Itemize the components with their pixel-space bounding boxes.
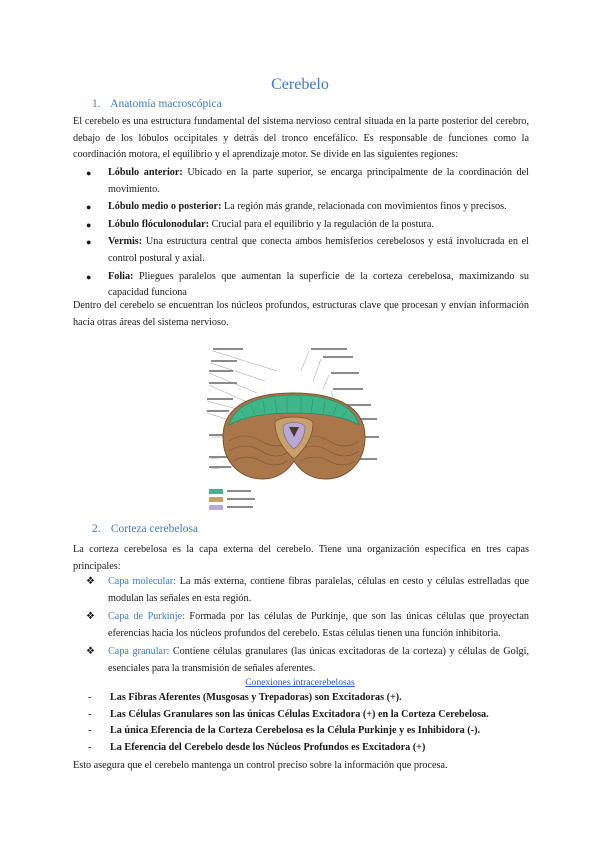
list-item: ● Lóbulo anterior: Ubicado en la parte superior, se encarga principalmente de la coordinación del movimiento. bbox=[86, 167, 529, 195]
list-item: ● Lóbulo flóculonodular: Crucial para el equilibrio y la regulación de la postura. bbox=[86, 217, 529, 234]
list-item: ● Vermis: Una estructura central que conecta ambos hemisferios cerebelosos y está involucrada en el control postural y axial. bbox=[86, 236, 529, 264]
section2-heading bbox=[92, 523, 198, 535]
bullet-icon: ● bbox=[86, 237, 92, 248]
cerebellum-figure bbox=[205, 341, 383, 513]
list-item: ❖ Capa granular: Contiene células granulares (las únicas excitadoras de la corteza) y células de Golgi, esenciales para la transmisión de señales aferentes. bbox=[86, 646, 530, 674]
bullet-icon: ● bbox=[86, 271, 92, 282]
cortex-layers-list bbox=[86, 574, 529, 680]
regions-list bbox=[86, 165, 529, 303]
list-item: ❖ Capa de Purkinje: Formada por las células de Purkinje, que son las únicas células que proyectan eferencias hacia los núcleos profundos del cerebelo. Estas células tienen una función inhibitoria. bbox=[86, 611, 529, 639]
section2-outro: Esto asegura que el cerebelo mantenga un control preciso sobre la información que procesa. bbox=[73, 760, 448, 771]
connections-list bbox=[88, 690, 533, 757]
list-item: - Las Fibras Aferentes (Musgosas y Trepadoras) son Excitadoras (+). bbox=[88, 692, 402, 703]
cerebellum-illustration bbox=[205, 341, 383, 513]
section1-heading-text: Anatomía macroscópica bbox=[110, 98, 222, 110]
section1-number: 1. bbox=[92, 98, 101, 110]
list-item: - Las Células Granulares son las únicas Células Excitadora (+) en la Corteza Cerebelosa. bbox=[88, 708, 489, 720]
list-item: - La Eferencia del Cerebelo desde los Núcleos Profundos es Excitadora (+) bbox=[88, 742, 426, 754]
bullet-icon: ● bbox=[86, 219, 92, 230]
section1-heading bbox=[92, 98, 222, 110]
list-item: - La única Eferencia de la Corteza Cerebelosa es la Célula Purkinje y es Inhibidora (-). bbox=[88, 725, 481, 737]
section2-intro: La corteza cerebelosa es la capa externa del cerebelo. Tiene una organización específica en tres capas principales: bbox=[73, 544, 529, 572]
bullet-icon: ● bbox=[86, 202, 92, 213]
list-item: ❖ Capa molecular: La más externa, contiene fibras paralelas, células en cesto y células estrelladas que modulan las señales en esta región. bbox=[86, 576, 529, 604]
diamond-bullet-icon: ❖ bbox=[86, 646, 95, 658]
section1-outro: Dentro del cerebelo se encuentran los núcleos profundos, estructuras clave que procesan y envían información hacia otras áreas del sistema nervioso. bbox=[73, 300, 529, 328]
page-title: Cerebelo bbox=[271, 76, 329, 93]
section1-intro: El cerebelo es una estructura fundamental del sistema nervioso central situada en la parte posterior del cerebro, debajo de los lóbulos occipitales y detrás del tronco encefálico. Es responsable de funciones como la coordinación motora, el equilibrio y el aprendizaje motor. Se divide en las siguientes regiones: bbox=[73, 116, 529, 161]
diamond-bullet-icon: ❖ bbox=[86, 576, 95, 587]
list-item: ● Lóbulo medio o posterior: La región más grande, relacionada con movimientos finos y precisos. bbox=[86, 199, 529, 216]
diamond-bullet-icon: ❖ bbox=[86, 611, 95, 623]
bullet-icon: ● bbox=[86, 168, 92, 178]
connections-link[interactable]: Conexiones intracerebelosas bbox=[245, 677, 355, 688]
list-item: ● Folia: Pliegues paralelos que aumentan la superficie de la corteza cerebelosa, maximizando su capacidad funciona bbox=[86, 270, 529, 299]
section2-heading-text: Corteza cerebelosa bbox=[110, 523, 199, 535]
section2-number: 2. bbox=[92, 523, 101, 535]
